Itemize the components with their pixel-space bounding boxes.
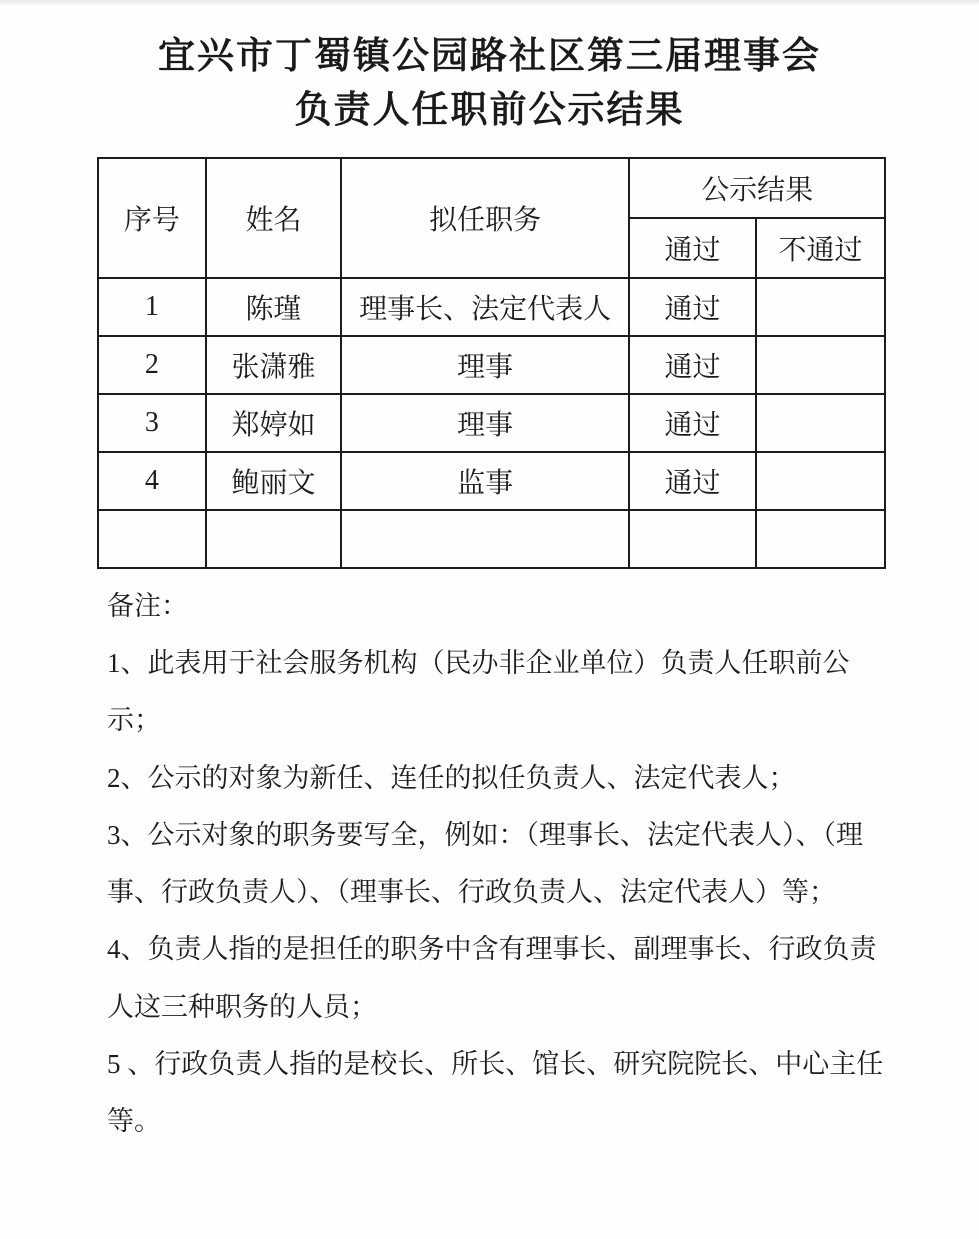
cell-pass <box>629 510 756 568</box>
cell-position: 理事 <box>341 394 629 452</box>
cell-no: 2 <box>98 336 206 394</box>
header-position: 拟任职务 <box>341 158 629 278</box>
cell-fail <box>756 510 885 568</box>
cell-position: 理事长、法定代表人 <box>341 278 629 336</box>
table-header-row-1 <box>98 158 885 218</box>
publicity-result-table <box>97 157 886 569</box>
cell-position: 理事 <box>341 336 629 394</box>
notes-label: 备注： <box>107 591 188 621</box>
header-fail: 不通过 <box>756 218 885 278</box>
table-row <box>98 336 885 394</box>
cell-pass: 通过 <box>629 278 756 336</box>
note-item-3: 3、公示对象的职务要写全，例如：（理事长、法定代表人）、（理事、行政负责人）、（理事长、行政负责人、法定代表人）等； <box>107 819 863 908</box>
document-title-line1: 宜兴市丁蜀镇公园路社区第三届理事会 <box>158 36 821 77</box>
notes-section <box>107 578 897 1150</box>
cell-name: 郑婷如 <box>206 394 341 452</box>
table-row <box>98 394 885 452</box>
cell-no: 4 <box>98 452 206 510</box>
cell-fail <box>756 278 885 336</box>
cell-no <box>98 510 206 568</box>
cell-fail <box>756 394 885 452</box>
cell-fail <box>756 336 885 394</box>
cell-pass: 通过 <box>629 452 756 510</box>
cell-position: 监事 <box>341 452 629 510</box>
table-row <box>98 452 885 510</box>
header-pass: 通过 <box>629 218 756 278</box>
header-name: 姓名 <box>206 158 341 278</box>
table-row-empty <box>98 510 885 568</box>
note-item-5: 5 、行政负责人指的是校长、所长、馆长、研究院院长、中心主任等。 <box>107 1048 884 1137</box>
cell-pass: 通过 <box>629 336 756 394</box>
cell-no: 3 <box>98 394 206 452</box>
table-row <box>98 278 885 336</box>
note-item-2: 2、公示的对象为新任、连任的拟任负责人、法定代表人； <box>107 762 796 793</box>
document-title-line2: 负责人任职前公示结果 <box>294 89 685 131</box>
cell-name <box>206 510 341 568</box>
cell-name: 陈瑾 <box>206 278 341 336</box>
header-no: 序号 <box>98 158 206 278</box>
cell-name: 鲍丽文 <box>206 452 341 510</box>
note-item-1: 1、此表用于社会服务机构（民办非企业单位）负责人任职前公示； <box>107 648 850 736</box>
header-result-group: 公示结果 <box>629 158 885 218</box>
cell-no: 1 <box>98 278 206 336</box>
cell-pass: 通过 <box>629 394 756 452</box>
cell-position <box>341 510 629 568</box>
note-item-4: 4、负责人指的是担任的职务中含有理事长、副理事长、行政负责人这三种职务的人员； <box>107 934 877 1022</box>
cell-name: 张潇雅 <box>206 336 341 394</box>
document-title <box>60 30 919 137</box>
cell-fail <box>756 452 885 510</box>
